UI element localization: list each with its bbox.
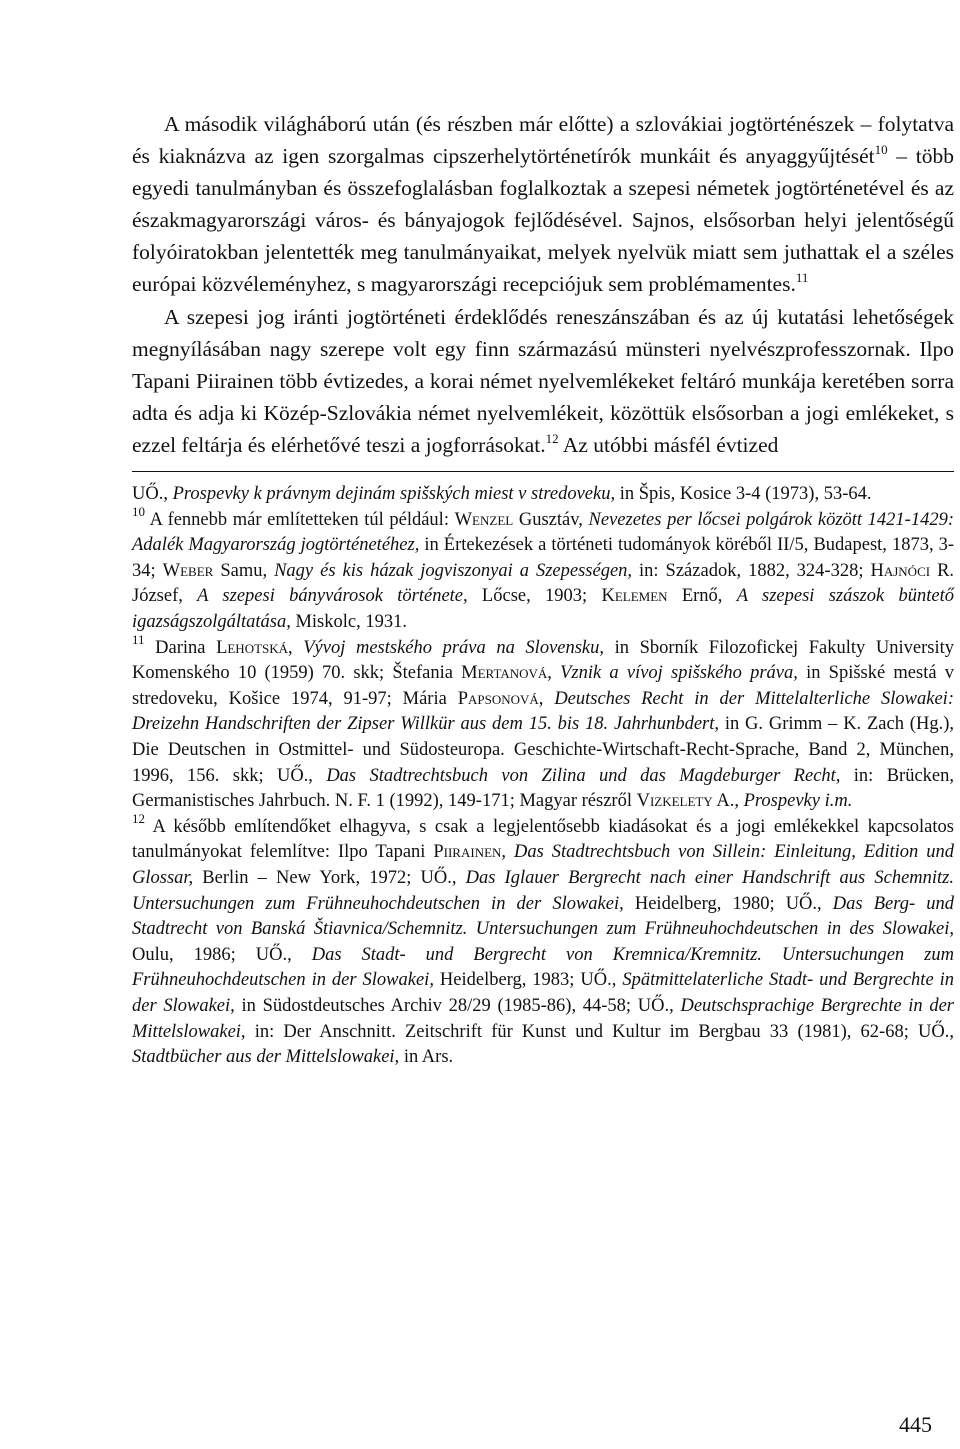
footnote-number: 11: [132, 631, 145, 647]
footnote-ref: 11: [795, 270, 809, 286]
footnote-11: $^{11}$ Darina Lehotská, Vývoj mestského práva na Slovensku, in Sborník Filozofickej Fakulty University Komenského 10 (1959) 70. skk; Štefania Mertanová, Vznik a vívoj spišského práva, in Spišské mestá v stredoveku, Košice 1974, 91-97; Mária Papsonová, Deutsches Recht in der Mittelalterliche Slowakei: Dreizehn Handschriften der Zipser Willkür aus dem 15. bis 18. Jahrhunbdert, in G. Grimm – K. Zach (Hg.), Die Deutschen in Ostmittel- und Südosteuropa. Geschichte-Wirtschaft-Recht-Sprache, Band 2, München, 1996, 156. skk; UŐ., Das Stadtrechtsbuch von Zilina und das Magdeburger Recht, in: Brücken, Germanistisches Jahrbuch. N. F. 1 (1992), 149-171; Magyar részről Vizkelety A., Prospevky i.m.: [132, 631, 955, 812]
text-run: Az utóbbi másfél évtized: [558, 432, 779, 457]
text-run: A szepesi jog iránti jogtörténeti érdeklődés reneszánszában és az új kutatási lehetőségek megnyílásában nagy szerepe volt egy finn származású münsteri nyelvészprofesszornak. Ilpo Tapani Piirainen több évtizedes, a korai német nyelvemlékeket feltáró munkája keretében sorra adta és adja ki Közép-Szlovákia német nyelvemlékeit, közöttük elsősorban a jogi emlékeket, s ezzel feltárja és elérhetővé teszi a jogforrásokat.: [132, 304, 954, 457]
page-number: 445: [899, 1412, 932, 1437]
paragraph: [132, 108, 954, 301]
text-run: – több egyedi tanulmányban és összefoglalásban foglalkoztak a szepesi németek jogtörténetével és az északmagyarországi város- és bányajogok fejlődésével. Sajnos, elsősorban helyi jelentőségű folyóiratokban jelentették meg tanulmányaikat, melyek nyelvük miatt sem juthattak el a széles európai közvéleményhez, s magyarországi recepciójuk sem problémamentes.: [132, 144, 954, 297]
footnote-12: $^{12}$ A később említendőket elhagyva, s csak a legjelentősebb kiadásokat és a jogi emlékekkel kapcsolatos tanulmányokat felemlítve: Ilpo Tapani Piirainen, Das Stadtrechtsbuch von Sillein: Einleitung, Edition und Glossar, Berlin – New York, 1972; UŐ., Das Iglauer Bergrecht nach einer Handschrift aus Schemnitz. Untersuchungen zum Frühneuhochdeutschen in der Slowakei, Heidelberg, 1980; UŐ., Das Berg- und Stadtrecht von Banská Štiavnica/Schemnitz. Untersuchungen zum Frühneuhochdeutschen in des Slowakei, Oulu, 1986; UŐ., Das Stadt- und Bergrecht von Kremnica/Kremnitz. Untersuchungen zum Frühneuhochdeutschen in der Slowakei, Heidelberg, 1983; UŐ., Spätmittelaterliche Stadt- und Bergrechte in der Slowakei, in Südostdeutsches Archiv 28/29 (1985-86), 44-58; UŐ., Deutschsprachige Bergrechte in der Mittelslowakei, in: Der Anschnitt. Zeitschrift für Kunst und Kultur im Bergbau 33 (1981), 62-68; UŐ., Stadtbücher aus der Mittelslowakei, in Ars.: [132, 810, 954, 1068]
footnote-ref: 10: [874, 142, 888, 158]
paragraph: [132, 301, 954, 461]
text-run: A második világháború után (és részben már előtte) a szlovákiai jogtörténészek – folytatva és kiaknázva az igen szorgalmas cipszerhelytörténetírók munkáit és anyaggyűjtését: [132, 112, 954, 169]
page-content: [132, 108, 954, 1071]
footnotes: [132, 482, 954, 1071]
footnote-number: 12: [132, 810, 145, 826]
footnote-separator: [132, 471, 954, 472]
footnote-number: 10: [132, 503, 145, 519]
footnote-continuation: UŐ., Prospevky k právnym dejinám spišských miest v stredoveku, in Špis, Kosice 3-4 (1973), 53-64.: [132, 484, 872, 505]
footnote-10: $^{10}$ A fennebb már említetteken túl például: Wenzel Gusztáv, Nevezetes per lőcsei polgárok között 1421-1429: Adalék Magyarország jogtörténetéhez, in Értekezések a történeti tudományok köréből II/5, Budapest, 1873, 3-34; Weber Samu, Nagy és kis házak jogviszonyai a Szepességen, in: Századok, 1882, 324-328; Hajnóci R. József, A szepesi bányvárosok története, Lőcse, 1903; Kelemen Ernő, A szepesi szászok büntető igazságszolgáltatása, Miskolc, 1931.: [132, 503, 955, 632]
body-text: [132, 108, 954, 461]
footnote-ref: 12: [545, 430, 559, 446]
